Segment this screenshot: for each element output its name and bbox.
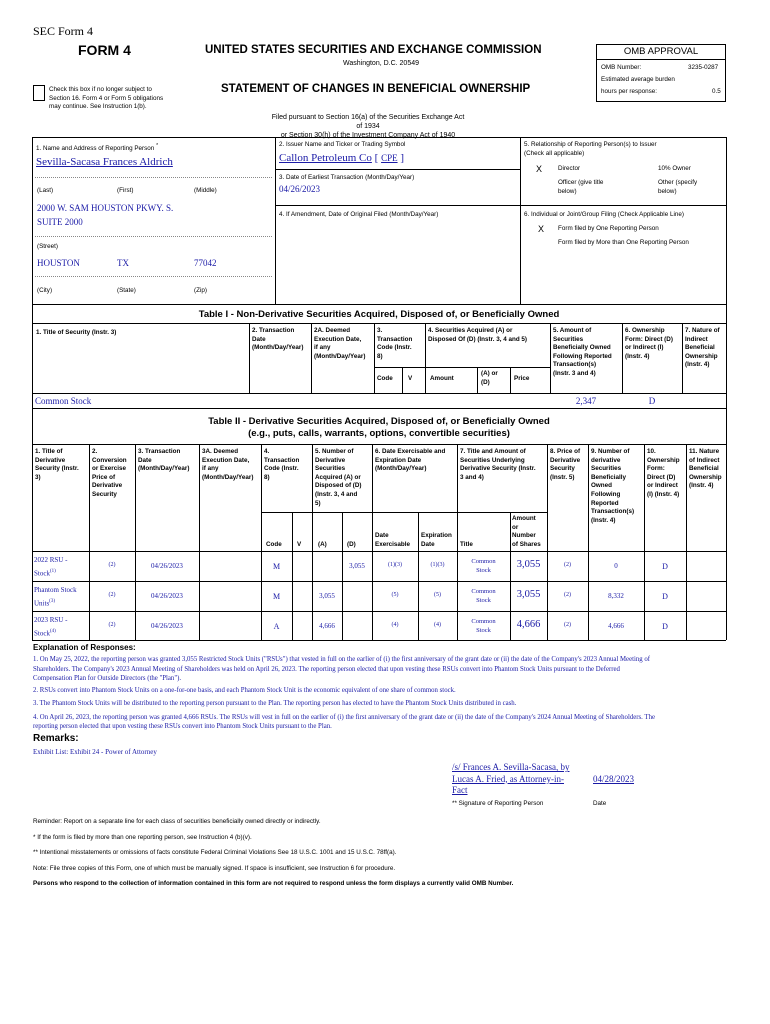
t1-h-title: 1. Title of Security (Instr. 3): [36, 329, 117, 336]
omb-number-value: 3235-0287: [688, 64, 719, 71]
last-label: (Last): [37, 187, 54, 194]
t1-h-code: 3. Transaction Code (Instr. 8): [377, 327, 413, 360]
zip-value: 77042: [194, 258, 217, 268]
t2-h6: 6. Date Exercisable and Expiration Date (Month/Day/Year): [375, 448, 446, 473]
earliest-transaction-date: 04/26/2023: [279, 184, 321, 194]
t1-h-amount: 5. Amount of Securities Beneficially Owned Following Reported Transaction(s) (Instr. 3 and 4): [553, 327, 612, 377]
signature-date: 04/28/2023: [593, 774, 635, 784]
note-4: 4. On April 26, 2023, the reporting person was granted 4,666 RSUs. The RSUs will vest in full on the earlier of (i) the first anniversary of the grant date or (ii) the date of the Company's 2024 Annual Meeting of Shareholders. The reporting person elected that upon vesting these RSUs convert into Phantom Stock Units pursuant to the Plan.: [33, 713, 656, 730]
t1-h-acquired: 4. Securities Acquired (A) or Disposed Of (D) (Instr. 3, 4 and 5): [428, 327, 528, 343]
t2-h2: 2. Conversion or Exercise Price of Derivative Security: [92, 448, 127, 498]
note-2: 2. RSUs convert into Phantom Stock Units on a one-for-one basis, and each Phantom Stock Unit is the economic equivalent of one share of common stock.: [33, 686, 456, 694]
street-line-1: 2000 W. SAM HOUSTON PKWY. S.: [37, 203, 174, 213]
t1-h-ownership: 6. Ownership Form: Direct (D) or Indirect (I) (Instr. 4): [625, 327, 673, 360]
t2-row-date: 04/26/2023: [151, 562, 183, 570]
t2-row-code: M: [272, 562, 281, 571]
t2-row-shares: 3,055: [516, 589, 541, 600]
t2-row-underlying-title: Common Stock: [471, 618, 496, 634]
statement-title: STATEMENT OF CHANGES IN BENEFICIAL OWNERSHIP: [221, 83, 531, 95]
street-label: (Street): [37, 243, 58, 250]
table1-title: Table I - Non-Derivative Securities Acquired, Disposed of, or Beneficially Owned: [198, 309, 560, 320]
omb-title: OMB APPROVAL: [597, 45, 725, 60]
box2-label: 2. Issuer Name and Ticker or Trading Symbol: [279, 141, 406, 148]
t2-row-a: 3,055: [319, 592, 335, 600]
t2-row-expiration: (5): [434, 592, 441, 598]
t2-row-exercisable: (5): [391, 592, 399, 598]
t1-sub-v: V: [408, 375, 413, 382]
omb-number-label: OMB Number:: [601, 64, 642, 71]
state-value: TX: [117, 258, 129, 268]
t2-row-conversion: (2): [108, 622, 116, 628]
omb-burden-label: Estimated average burden: [601, 76, 675, 83]
t2-row-date: 04/26/2023: [151, 592, 183, 600]
t2-h5: 5. Number of Derivative Securities Acquired (A) or Disposed of (D) (Instr. 3, 4 and 5): [315, 448, 362, 507]
agency-location: Washington, D.C. 20549: [343, 60, 420, 67]
box4-label: 4. If Amendment, Date of Original Filed (Month/Day/Year): [279, 211, 439, 218]
t2-sub-code: Code: [266, 541, 282, 548]
t2-row-date: 04/26/2023: [151, 622, 183, 630]
t2-sub-d: (D): [347, 541, 356, 548]
t2-h4: 4. Transaction Code (Instr. 8): [264, 448, 300, 481]
t2-h9: 9. Number of derivative Securities Beneficially Owned Following Reported Transaction(s) (Instr. 4): [591, 448, 635, 524]
box1-label: 1. Name and Address of Reporting Person *: [36, 143, 159, 153]
t1-h-deemed: 2A. Deemed Execution Date, if any (Month/Day/Year): [314, 327, 366, 360]
t2-row-code: A: [273, 622, 280, 631]
date-label: Date: [593, 800, 607, 807]
t2-row-code: M: [272, 592, 281, 601]
city-label: (City): [37, 287, 53, 294]
t2-row-underlying-title: Common Stock: [471, 588, 496, 604]
t2-h3a: 3A. Deemed Execution Date, if any (Month/Day/Year): [202, 448, 254, 481]
zip-label: (Zip): [194, 287, 207, 294]
filed-pursuant: Filed pursuant to Section 16(a) of the Securities Exchange Act of 1934 or Section 30(h) of the Investment Company Act of 1940: [271, 114, 465, 139]
checkbox-instructions: Check this box if no longer subject to Section 16. Form 4 or Form 5 obligations may continue. See Instruction 1(b).: [49, 86, 164, 111]
t1-sub-amount: Amount: [430, 375, 454, 382]
t1-sub-ad: (A) or (D): [481, 370, 498, 386]
t2-h1: 1. Title of Derivative Security (Instr. 3): [35, 448, 79, 481]
remarks-text: Exhibit List: Exhibit 24 - Power of Attorney: [33, 748, 157, 756]
t2-sub-exp: Expiration Date: [421, 532, 452, 548]
note-3: 3. The Phantom Stock Units will be distributed to the reporting person pursuant to the Plan. The reporting person has elected to have the Phantom Stock Units distributed in cash.: [33, 700, 517, 707]
t2-row-form: D: [662, 592, 668, 601]
first-label: (First): [117, 187, 134, 194]
t2-row-underlying-title: Common Stock: [471, 558, 496, 574]
t1-row-form: D: [648, 396, 656, 406]
t2-row-conversion: (2): [108, 592, 116, 598]
t2-row-title: 2022 RSU - Stock$^{(1)}$: [34, 556, 68, 578]
signature-label: ** Signature of Reporting Person: [452, 800, 544, 807]
t2-row-shares: 3,055: [516, 559, 541, 570]
form-title: FORM 4: [78, 42, 131, 58]
box6-label: 6. Individual or Joint/Group Filing (Check Applicable Line): [524, 211, 684, 218]
one-reporting-person-label: Form filed by One Reporting Person: [558, 225, 659, 232]
t2-row-shares: 4,666: [516, 619, 541, 630]
explanation-notes: [33, 655, 727, 732]
signature-block: /s/ Frances A. Sevilla-Sacasa, by Lucas A. Fried, as Attorney-in- Fact: [452, 762, 570, 795]
t2-sub-date-ex: Date Exercisable: [375, 532, 411, 548]
other-label: Other (specify below): [658, 179, 698, 195]
ten-percent-owner-label: 10% Owner: [658, 165, 691, 172]
table2-title: Table II - Derivative Securities Acquired, Disposed of, or Beneficially Owned (e.g., puts, calls, warrants, options, convertible securities): [208, 416, 550, 439]
note-1: 1. On May 25, 2022, the reporting person was granted 3,055 Restricted Stock Units ("RSUs") that vested in full on the earlier of (i) the first anniversary of the grant date or (ii) the date of the Company's 2023 Annual Meeting of Shareholders. The Company's 2023 Annual Meeting of Shareholders was held on April 26, 2023. The reporting person elected that upon vesting these RSUs convert into Phantom Stock Units pursuant to the Deferred Compensation Plan for Outside Directors (the "Plan").: [33, 656, 651, 682]
t2-row-price: (2): [564, 562, 571, 568]
t1-row-amount: 2,347: [575, 396, 597, 406]
t2-row-owned: 0: [614, 562, 618, 570]
t1-h-nature: 7. Nature of Indirect Beneficial Ownership (Instr. 4): [685, 327, 720, 369]
t2-row-a: 4,666: [319, 622, 335, 630]
t2-h3: 3. Transaction Date (Month/Day/Year): [138, 448, 190, 473]
no-longer-subject-checkbox[interactable]: [33, 85, 45, 101]
t2-row-expiration: (4): [434, 622, 441, 628]
t2-row-price: (2): [564, 622, 571, 628]
box5-label: 5. Relationship of Reporting Person(s) to Issuer (Check all applicable): [524, 141, 657, 157]
middle-label: (Middle): [194, 187, 217, 194]
agency-title: UNITED STATES SECURITIES AND EXCHANGE COMMISSION: [205, 44, 542, 56]
t1-row-title: Common Stock: [35, 396, 92, 406]
t2-row-exercisable: (1)(3): [388, 562, 402, 568]
t2-h10: 10. Ownership Form: Direct (D) or Indirect (I) (Instr. 4): [647, 448, 680, 498]
t2-h7: 7. Title and Amount of Securities Underlying Derivative Security (Instr. 3 and 4): [460, 448, 536, 481]
issuer-line: Callon Petroleum Co [ CPE ]: [279, 152, 404, 164]
t2-sub-amount: Amount or Number of Shares: [512, 515, 541, 548]
t2-h8: 8. Price of Derivative Security (Instr. 5): [550, 448, 581, 481]
t2-h11: 11. Nature of Indirect Beneficial Ownership (Instr. 4): [689, 448, 722, 490]
t2-sub-v: V: [297, 541, 302, 548]
issuer-name[interactable]: Callon Petroleum Co: [279, 152, 372, 164]
t2-row-d: 3,055: [349, 562, 365, 570]
t2-sub-title: Title: [460, 541, 473, 548]
t2-row-price: (2): [564, 592, 571, 598]
omb-hours-label: hours per response:: [601, 88, 658, 95]
sec-form-label: SEC Form 4: [33, 24, 94, 38]
single-filer-mark: X: [538, 224, 545, 234]
director-mark: X: [536, 164, 543, 174]
more-reporting-persons-label: Form filed by More than One Reporting Person: [558, 239, 689, 246]
t2-sub-a: (A): [318, 541, 327, 548]
city-value: HOUSTON: [37, 258, 80, 268]
t1-sub-price: Price: [514, 375, 530, 382]
t1-h-date: 2. Transaction Date (Month/Day/Year): [252, 327, 304, 352]
t2-row-owned: 8,332: [608, 592, 624, 600]
footer-notes: Reminder: Report on a separate line for each class of securities beneficially owned directly or indirectly. * If the form is filed by more than one reporting person, see Instruction 4 (b)(v). ** Intentional misstatements or omissions of facts constitute Federal Criminal Violations See 18 U.S.C. 1001 and 15 U.S.C. 78ff(a). Note: File three copies of this Form, one of which must be manually signed. If space is insufficient, see Instruction 6 for procedure. Persons who respond to the collection of information contained in this form are not required to respond unless the form displays a currently valid OMB Number.: [33, 818, 514, 887]
state-label: (State): [117, 287, 136, 294]
director-label: Director: [558, 165, 581, 172]
t2-row-form: D: [662, 622, 668, 631]
explanation-heading: Explanation of Responses:: [33, 643, 136, 652]
remarks-heading: Remarks:: [33, 733, 79, 744]
box3-label: 3. Date of Earliest Transaction (Month/Day/Year): [279, 174, 415, 181]
t2-row-title: Phantom Stock Units$^{(3)}$: [34, 586, 77, 608]
reporting-person-name[interactable]: Sevilla-Sacasa Frances Aldrich: [36, 156, 173, 168]
t1-sub-code: Code: [377, 375, 393, 382]
t2-row-title: 2023 RSU - Stock$^{(4)}$: [34, 616, 68, 638]
street-line-2: SUITE 2000: [37, 217, 83, 227]
t2-row-conversion: (2): [108, 562, 116, 568]
t2-row-owned: 4,666: [608, 622, 624, 630]
omb-hours-value: 0.5: [712, 88, 721, 95]
issuer-ticker[interactable]: CPE: [381, 153, 398, 163]
t2-row-expiration: (1)(3): [430, 562, 445, 568]
t2-row-exercisable: (4): [391, 622, 399, 628]
t2-row-form: D: [662, 562, 668, 571]
officer-label: Officer (give title below): [558, 179, 604, 195]
